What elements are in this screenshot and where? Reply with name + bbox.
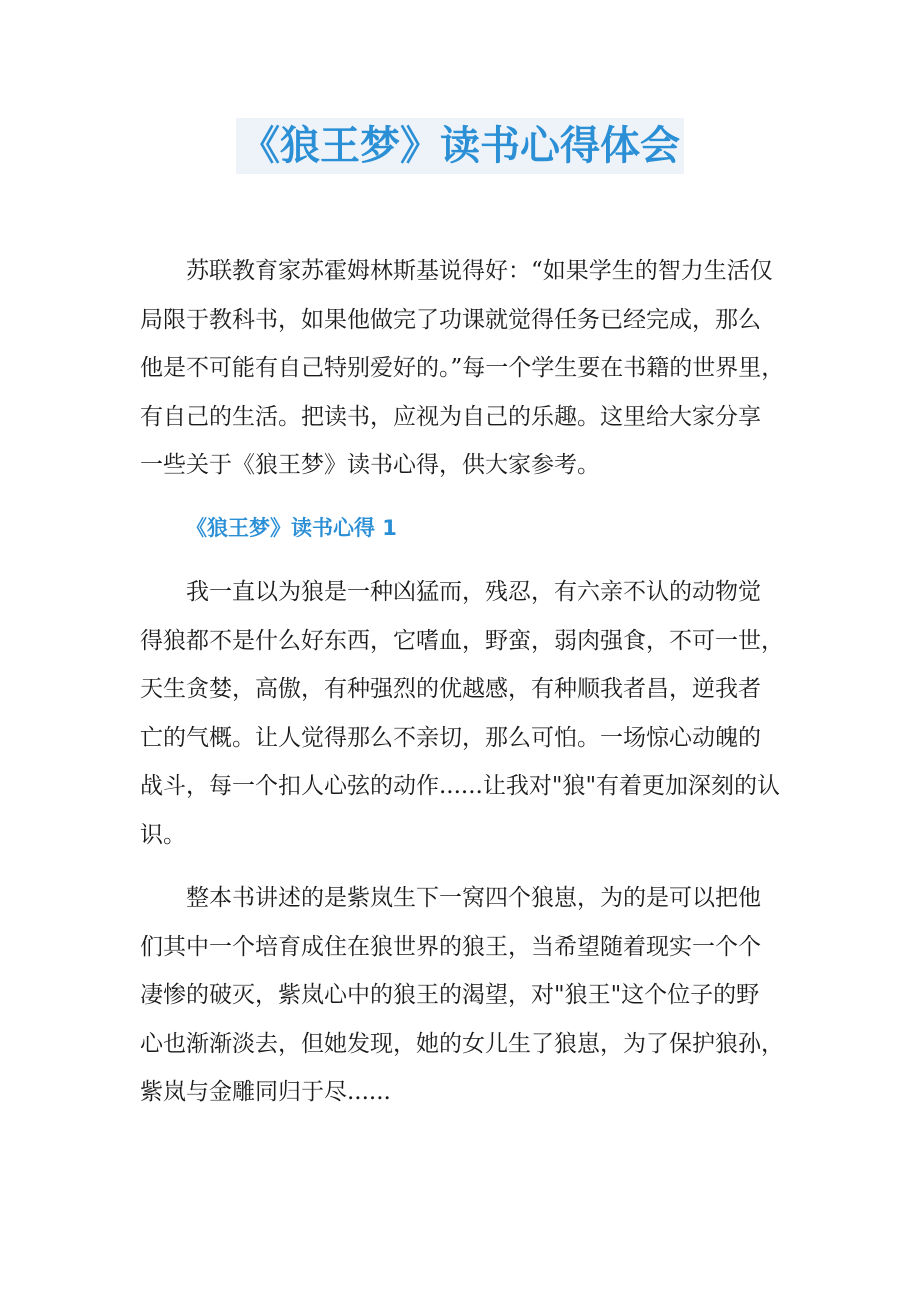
intro-line: 他是不可能有自己特别爱好的。”每一个学生要在书籍的世界里， [140,355,785,381]
paragraph-line: 心也渐渐淡去，但她发现，她的女儿生了狼崽，为了保护狼孙， [140,1030,784,1057]
intro-line: 一些关于《狼王梦》读书心得，供大家参考。 [140,452,600,478]
intro-line: 有自己的生活。把读书，应视为自己的乐趣。这里给大家分享 [140,403,761,430]
section-heading: 《狼王梦》读书心得 1 [186,516,397,540]
section-heading-container [140,512,800,544]
intro-line: 局限于教科书，如果他做完了功课就觉得任务已经完成，那么 [140,306,761,333]
paragraph-line: 识。 [140,821,186,848]
paragraph-line: 凄惨的破灭，紫岚心中的狼王的渴望，对"狼王"这个位子的野 [140,982,760,1008]
paragraph-line: 战斗，每一个扣人心弦的动作......让我对"狼"有着更加深刻的认 [140,773,781,799]
paragraph-line: 天生贪婪，高傲，有种强烈的优越感，有种顺我者昌，逆我者 [140,676,761,702]
paragraph-line: 亡的气概。让人觉得那么不亲切，那么可怕。一场惊心动魄的 [140,724,761,751]
intro-line: 苏联教育家苏霍姆林斯基说得好：“如果学生的智力生活仅 [186,258,773,284]
paragraph-line: 们其中一个培育成住在狼世界的狼王，当希望随着现实一个个 [140,933,761,960]
paragraph-line: 我一直以为狼是一种凶猛而，残忍，有六亲不认的动物觉 [186,579,761,605]
paragraph-2 [140,874,800,1117]
title-container [0,118,920,174]
intro-paragraph [140,247,800,490]
document-title: 《狼王梦》读书心得体会 [236,118,684,174]
paragraph-1 [140,568,800,859]
paragraph-line: 整本书讲述的是紫岚生下一窝四个狼崽，为的是可以把他 [186,885,761,911]
paragraph-line: 紫岚与金雕同归于尽...... [140,1079,391,1105]
paragraph-line: 得狼都不是什么好东西，它嗜血，野蛮，弱肉强食，不可一世， [140,627,784,654]
